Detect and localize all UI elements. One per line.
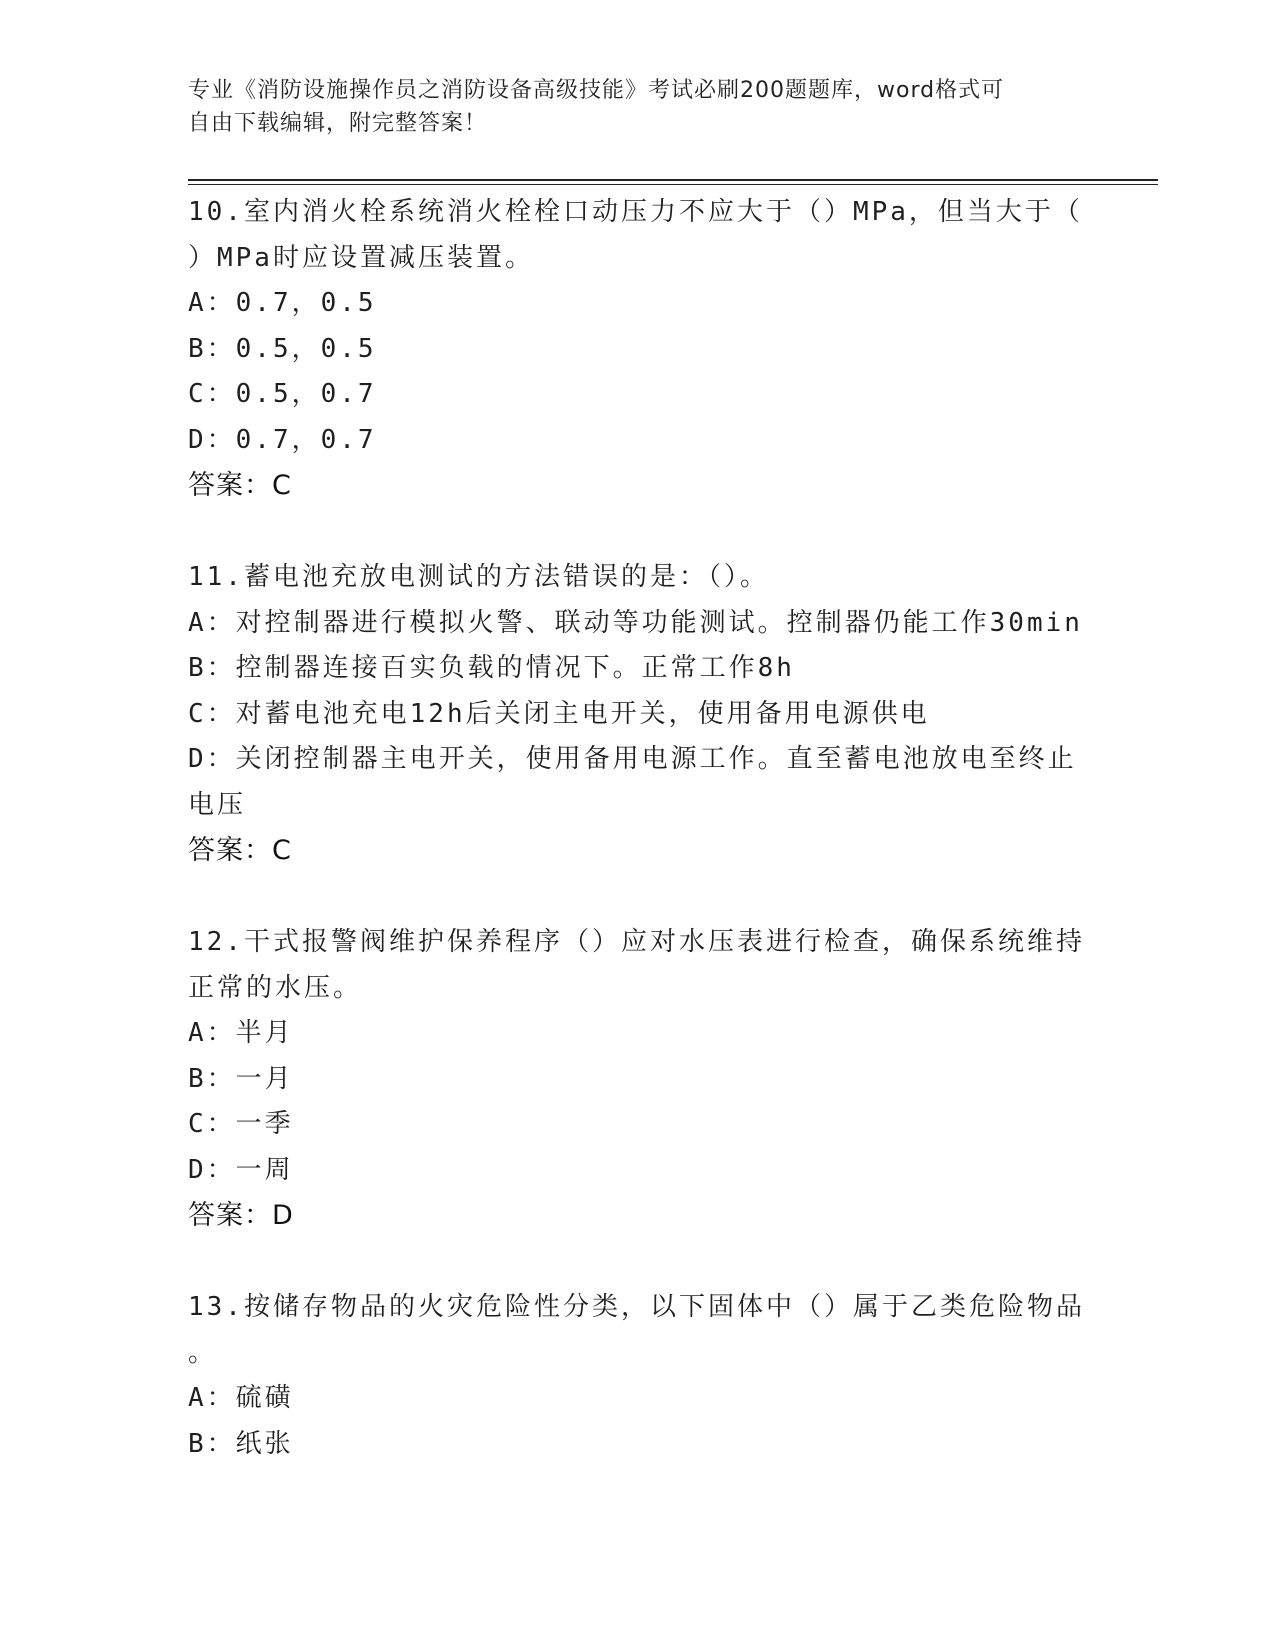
question-stem-line: 12.干式报警阀维护保养程序（）应对水压表进行检查，确保系统维持 [188, 927, 1085, 957]
header-divider-thick [188, 179, 1158, 181]
option-c: C：对蓄电池充电12h后关闭主电开关，使用备用电源供电 [188, 698, 930, 729]
document-header [188, 74, 1088, 140]
question-stem-line: 正常的水压。 [188, 972, 363, 1003]
option-d: D：一周 [188, 1154, 294, 1185]
option-d: D：0.7，0.7 [188, 424, 377, 455]
answer-key: 答案：C [188, 470, 292, 501]
answer-key: 答案：D [188, 1200, 294, 1231]
answer-key: 答案：C [188, 835, 292, 866]
header-line-1: 专业《消防设施操作员之消防设备高级技能》考试必刷200题题库，word格式可 [188, 78, 1005, 103]
option-c: C：一季 [188, 1109, 294, 1139]
option-b: B：0.5，0.5 [188, 333, 377, 364]
question-stem-line: 。 [188, 1337, 218, 1368]
header-divider-thin [188, 184, 1158, 185]
question-stem-line: 13.按储存物品的火灾危险性分类，以下固体中（）属于乙类危险物品 [188, 1292, 1085, 1322]
question-item [188, 920, 1088, 1239]
question-list [188, 190, 1088, 1513]
option-d: D：关闭控制器主电开关，使用备用电源工作。直至蓄电池放电至终止 [188, 744, 1077, 774]
question-item [188, 555, 1088, 874]
option-a: A：对控制器进行模拟火警、联动等功能测试。控制器仍能工作30min [188, 607, 1083, 638]
option-b: B：一月 [188, 1063, 294, 1094]
option-b: B：纸张 [188, 1428, 294, 1459]
option-a: A：半月 [188, 1018, 294, 1048]
question-item [188, 1285, 1088, 1467]
question-item [188, 190, 1088, 509]
option-d-continuation: 电压 [188, 789, 247, 820]
option-a: A：硫磺 [188, 1383, 294, 1413]
option-a: A：0.7，0.5 [188, 288, 377, 318]
question-stem-line: 11.蓄电池充放电测试的方法错误的是：（）。 [188, 562, 769, 592]
question-stem-line: 10.室内消火栓系统消火栓栓口动压力不应大于（）MPa，但当大于（ [188, 197, 1083, 227]
option-b: B：控制器连接百实负载的情况下。正常工作8h [188, 653, 795, 683]
header-line-2: 自由下载编辑，附完整答案！ [188, 111, 488, 136]
question-stem-line: ）MPa时应设置减压装置。 [188, 242, 534, 273]
option-c: C：0.5，0.7 [188, 379, 377, 409]
